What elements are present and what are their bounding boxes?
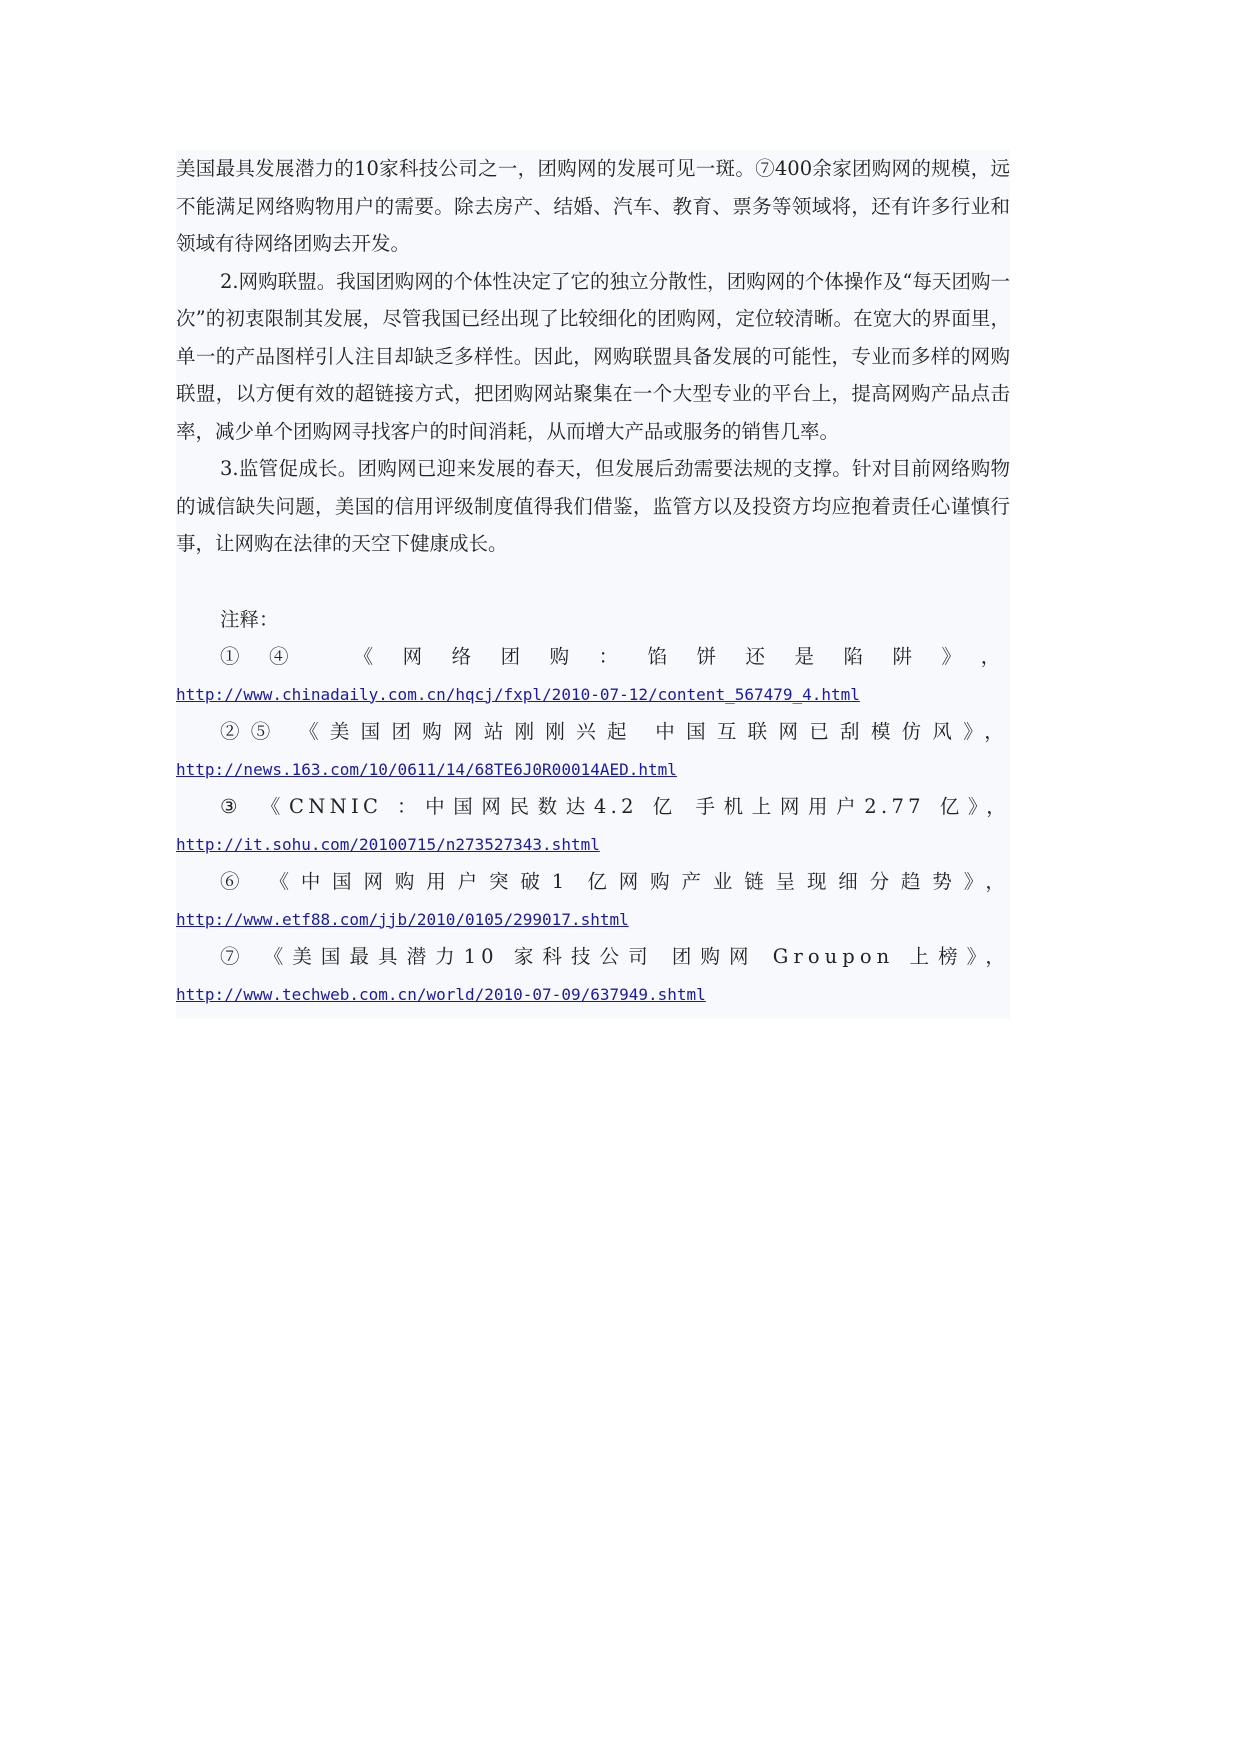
note-link[interactable]: http://www.techweb.com.cn/world/2010-07-09/637949.shtml (176, 984, 706, 1004)
spacer (176, 563, 1010, 601)
paragraph-alliance: 2.网购联盟。我国团购网的个体性决定了它的独立分散性，团购网的个体操作及“每天团购一次”的初衷限制其发展，尽管我国已经出现了比较细化的团购网，定位较清晰。在宽大的界面里，单一的产品图样引人注目却缺乏多样性。因此，网购联盟具备发展的可能性，专业而多样的网购联盟，以方便有效的超链接方式，把团购网站聚集在一个大型专业的平台上，提高网购产品点击率，减少单个团购网寻找客户的时间消耗，从而增大产品或服务的销售几率。 (176, 269, 1010, 443)
note-item (176, 713, 1010, 788)
note-citation: ⑦ 《美国最具潜力10 家科技公司 团购网 Groupon 上榜》， (220, 945, 1010, 968)
paragraph-regulation: 3.监管促成长。团购网已迎来发展的春天，但发展后劲需要法规的支撑。针对目前网络购物的诚信缺失问题，美国的信用评级制度值得我们借鉴，监管方以及投资方均应抱着责任心谨慎行事，让网购在法律的天空下健康成长。 (176, 457, 1010, 555)
note-item (176, 638, 1010, 713)
note-citation: ②⑤ 《美国团购网站刚刚兴起 中国互联网已刮模仿风》， (220, 720, 1010, 743)
note-citation: ⑥ 《中国网购用户突破1 亿网购产业链呈现细分趋势》， (220, 870, 1010, 893)
note-item (176, 863, 1010, 938)
note-link[interactable]: http://www.chinadaily.com.cn/hqcj/fxpl/2010-07-12/content_567479_4.html (176, 684, 860, 704)
paragraph-continuation: 美国最具发展潜力的10家科技公司之一，团购网的发展可见一斑。⑦400余家团购网的规模，远不能满足网络购物用户的需要。除去房产、结婚、汽车、教育、票务等领域将，还有许多行业和领域有待网络团购去开发。 (176, 157, 1010, 255)
note-citation: ③ 《CNNIC ：中国网民数达4.2 亿 手机上网用户2.77 亿》， (220, 795, 1010, 818)
text-block (176, 150, 1010, 1019)
note-item (176, 938, 1010, 1013)
note-citation: ①④ 《网络团购：馅饼还是陷阱》， (220, 645, 1010, 668)
note-item (176, 788, 1010, 863)
note-link[interactable]: http://it.sohu.com/20100715/n273527343.shtml (176, 834, 600, 854)
note-link[interactable]: http://www.etf88.com/jjb/2010/0105/299017.shtml (176, 909, 629, 929)
notes-title: 注释： (220, 607, 279, 631)
note-link[interactable]: http://news.163.com/10/0611/14/68TE6J0R00014AED.html (176, 759, 677, 779)
